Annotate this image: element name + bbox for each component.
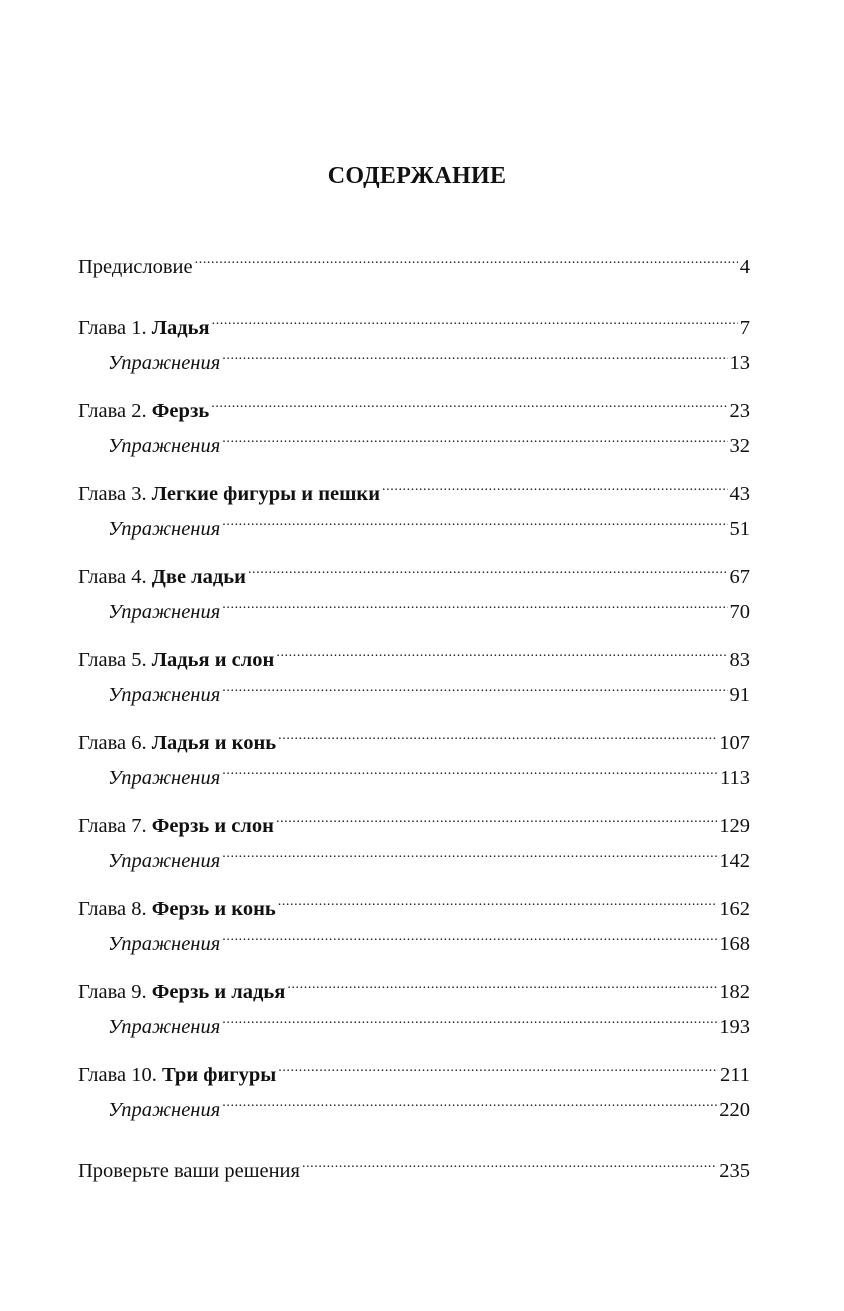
- chapter-prefix: Глава 5.: [78, 649, 152, 671]
- exercises-label: Упражнения: [108, 518, 221, 540]
- toc-entry-exercises[interactable]: [78, 425, 750, 460]
- toc-page-number: 70: [729, 601, 750, 623]
- toc-entry-label: [78, 647, 274, 674]
- dot-leader: [382, 473, 727, 500]
- chapter-prefix: Глава 9.: [78, 981, 152, 1003]
- toc-entry-exercises[interactable]: [78, 923, 750, 958]
- toc-page-number: 235: [719, 1160, 750, 1182]
- exercises-label: Упражнения: [108, 601, 221, 623]
- toc-entry-label: [78, 1062, 276, 1089]
- dot-leader: [278, 722, 717, 749]
- dot-leader: [302, 1150, 717, 1177]
- toc-page-number: 67: [729, 566, 750, 588]
- chapter-name: Ферзь: [151, 400, 210, 422]
- toc-entry-chapter[interactable]: [78, 390, 750, 425]
- toc-entry-chapter[interactable]: [78, 473, 750, 508]
- dot-leader: [212, 307, 738, 334]
- toc-entry-label: Предисловие: [78, 256, 193, 278]
- toc-page-number: 211: [720, 1064, 750, 1086]
- toc-page-number: 129: [719, 815, 750, 837]
- dot-leader: [222, 1006, 717, 1033]
- toc-entry-chapter[interactable]: [78, 971, 750, 1006]
- table-of-contents: [78, 246, 750, 1185]
- toc-page-number: 43: [729, 483, 750, 505]
- toc-entry-preface[interactable]: [78, 246, 750, 281]
- toc-page-number: 220: [719, 1099, 750, 1121]
- page-title: СОДЕРЖАНИЕ: [327, 163, 507, 189]
- dot-leader: [222, 923, 717, 950]
- exercises-label: Упражнения: [108, 767, 221, 789]
- chapter-prefix: Глава 4.: [78, 566, 152, 588]
- dot-leader: [278, 1054, 718, 1081]
- toc-page-number: 107: [719, 732, 750, 754]
- dot-leader: [276, 805, 717, 832]
- toc-page-number: 51: [729, 518, 750, 540]
- toc-entry-chapter[interactable]: [78, 307, 750, 342]
- exercises-label: Упражнения: [108, 1016, 221, 1038]
- toc-page-number: 142: [719, 850, 750, 872]
- toc-entry-label: [78, 979, 285, 1006]
- chapter-name: Легкие фигуры и пешки: [151, 483, 381, 505]
- toc-entry-chapter[interactable]: [78, 639, 750, 674]
- toc-entry-label: [78, 564, 246, 591]
- toc-entry-exercises[interactable]: [78, 1089, 750, 1124]
- toc-entry-label: [78, 481, 380, 508]
- toc-entry-chapter[interactable]: [78, 805, 750, 840]
- toc-page-number: 4: [739, 256, 750, 278]
- toc-page-number: 182: [719, 981, 750, 1003]
- chapter-name: Ферзь и конь: [151, 898, 276, 920]
- chapter-name: Ладья: [151, 317, 210, 339]
- dot-leader: [222, 840, 717, 867]
- toc-page-number: 13: [729, 352, 750, 374]
- toc-entry-exercises[interactable]: [78, 591, 750, 626]
- toc-page-number: 23: [729, 400, 750, 422]
- dot-leader: [195, 246, 738, 273]
- toc-entry-answers[interactable]: [78, 1150, 750, 1185]
- toc-entry-label: [78, 398, 209, 425]
- exercises-label: Упражнения: [108, 850, 221, 872]
- exercises-label: Упражнения: [108, 352, 221, 374]
- chapter-prefix: Глава 1.: [78, 317, 152, 339]
- toc-page-number: 168: [719, 933, 750, 955]
- toc-entry-chapter[interactable]: [78, 1054, 750, 1089]
- toc-entry-chapter[interactable]: [78, 556, 750, 591]
- exercises-label: Упражнения: [108, 684, 221, 706]
- chapter-prefix: Глава 6.: [78, 732, 152, 754]
- toc-entry-exercises[interactable]: [78, 840, 750, 875]
- dot-leader: [287, 971, 717, 998]
- toc-entry-exercises[interactable]: [78, 508, 750, 543]
- dot-leader: [278, 888, 718, 915]
- dot-leader: [211, 390, 727, 417]
- dot-leader: [222, 1089, 717, 1116]
- chapter-prefix: Глава 7.: [78, 815, 152, 837]
- exercises-label: Упражнения: [108, 435, 221, 457]
- dot-leader: [248, 556, 728, 583]
- dot-leader: [222, 757, 718, 784]
- dot-leader: [222, 674, 727, 701]
- toc-page-number: 83: [729, 649, 750, 671]
- chapter-name: Три фигуры: [162, 1064, 277, 1086]
- toc-entry-exercises[interactable]: [78, 674, 750, 709]
- exercises-label: Упражнения: [108, 933, 221, 955]
- dot-leader: [276, 639, 727, 666]
- toc-entry-exercises[interactable]: [78, 757, 750, 792]
- dot-leader: [222, 425, 727, 452]
- chapter-name: Ферзь и слон: [151, 815, 274, 837]
- toc-entry-chapter[interactable]: [78, 888, 750, 923]
- chapter-name: Ферзь и ладья: [151, 981, 286, 1003]
- dot-leader: [222, 342, 727, 369]
- chapter-name: Две ладьи: [151, 566, 246, 588]
- chapter-prefix: Глава 2.: [78, 400, 152, 422]
- toc-page-number: 32: [729, 435, 750, 457]
- toc-page-number: 193: [719, 1016, 750, 1038]
- toc-entry-exercises[interactable]: [78, 1006, 750, 1041]
- exercises-label: Упражнения: [108, 1099, 221, 1121]
- toc-entry-label: Проверьте ваши решения: [78, 1160, 300, 1182]
- dot-leader: [222, 591, 727, 618]
- dot-leader: [222, 508, 727, 535]
- chapter-prefix: Глава 10.: [78, 1064, 163, 1086]
- toc-entry-label: [78, 896, 276, 923]
- chapter-prefix: Глава 8.: [78, 898, 152, 920]
- toc-entry-label: [78, 730, 276, 757]
- toc-entry-label: [78, 813, 274, 840]
- toc-page-number: 113: [720, 767, 750, 789]
- chapter-name: Ладья и слон: [151, 649, 275, 671]
- toc-entry-label: [78, 315, 210, 342]
- toc-page-number: 162: [719, 898, 750, 920]
- toc-page-number: 91: [729, 684, 750, 706]
- chapter-name: Ладья и конь: [151, 732, 277, 754]
- toc-entry-chapter[interactable]: [78, 722, 750, 757]
- toc-page-number: 7: [739, 317, 750, 339]
- chapter-prefix: Глава 3.: [78, 483, 152, 505]
- toc-entry-exercises[interactable]: [78, 342, 750, 377]
